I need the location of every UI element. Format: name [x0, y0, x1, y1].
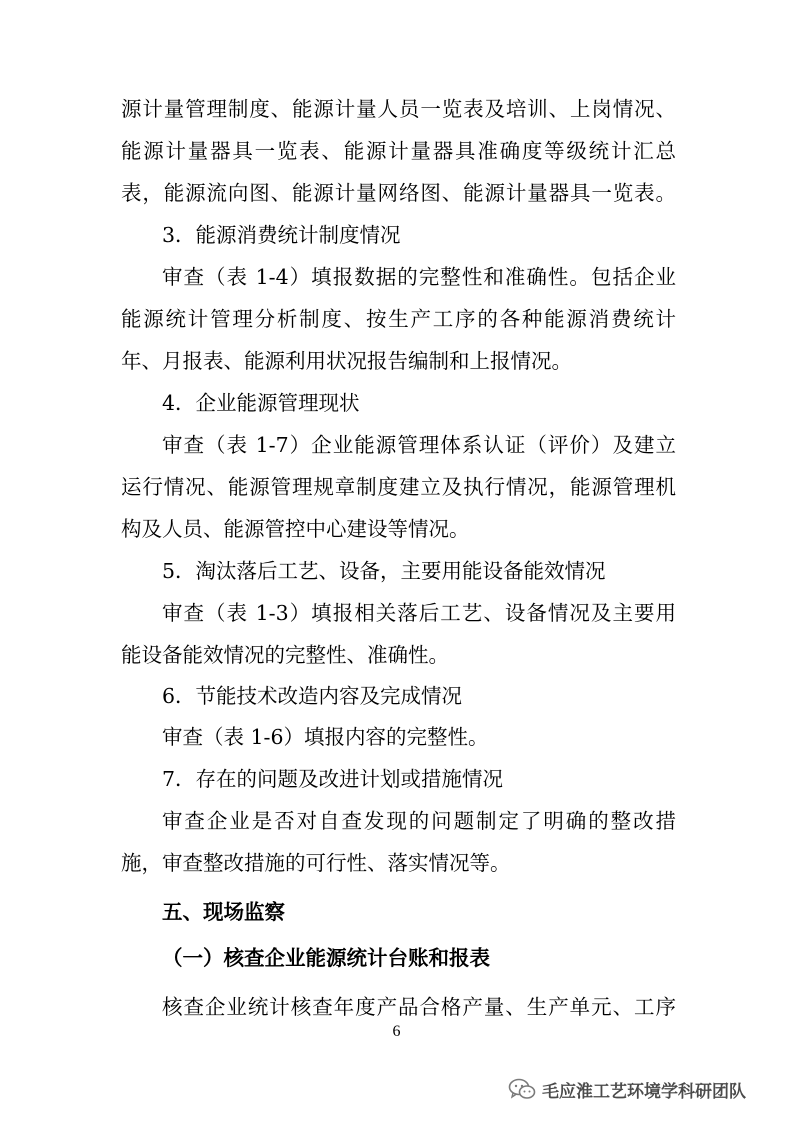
body-line: 审查（表 1-3）填报相关落后工艺、设备情况及主要用: [162, 601, 676, 625]
section-heading-3: 3．能源消费统计制度情况: [162, 223, 401, 247]
body-line: 年、月报表、能源利用状况报告编制和上报情况。: [121, 349, 572, 373]
body-line: 能设备能效情况的完整性、准确性。: [121, 643, 449, 667]
wechat-watermark: [508, 1074, 746, 1104]
body-line: 审查（表 1-7）企业能源管理体系认证（评价）及建立: [162, 433, 676, 457]
body-line: 核查企业统计核查年度产品合格产量、生产单元、工序: [162, 995, 676, 1019]
body-line: 施，审查整改措施的可行性、落实情况等。: [121, 851, 511, 875]
watermark-text: 毛应淮工艺环境学科研团队: [542, 1081, 746, 1102]
body-line: 运行情况、能源管理规章制度建立及执行情况，能源管理机: [121, 475, 676, 499]
section-heading-4: 4．企业能源管理现状: [162, 391, 360, 415]
body-line: 审查企业是否对自查发现的问题制定了明确的整改措: [162, 809, 676, 833]
body-line: 能源统计管理分析制度、按生产工序的各种能源消费统计: [121, 307, 676, 331]
body-line: 表，能源流向图、能源计量网络图、能源计量器具一览表。: [121, 181, 676, 205]
chapter-heading: 五、现场监察: [162, 900, 285, 924]
section-heading-7: 7．存在的问题及改进计划或措施情况: [162, 767, 504, 791]
body-line: 源计量管理制度、能源计量人员一览表及培训、上岗情况、: [121, 97, 676, 121]
subsection-heading: （一）核查企业能源统计台账和报表: [162, 946, 490, 970]
page-number: 6: [392, 1023, 401, 1040]
body-line: 审查（表 1-4）填报数据的完整性和准确性。包括企业: [162, 265, 676, 289]
wechat-icon: [508, 1078, 536, 1100]
section-heading-5: 5．淘汰落后工艺、设备，主要用能设备能效情况: [162, 559, 606, 583]
section-heading-6: 6．节能技术改造内容及完成情况: [162, 684, 463, 708]
body-line: 构及人员、能源管控中心建设等情况。: [121, 517, 470, 541]
body-line: 能源计量器具一览表、能源计量器具准确度等级统计汇总: [121, 139, 676, 163]
body-line: 审查（表 1-6）填报内容的完整性。: [162, 725, 489, 749]
